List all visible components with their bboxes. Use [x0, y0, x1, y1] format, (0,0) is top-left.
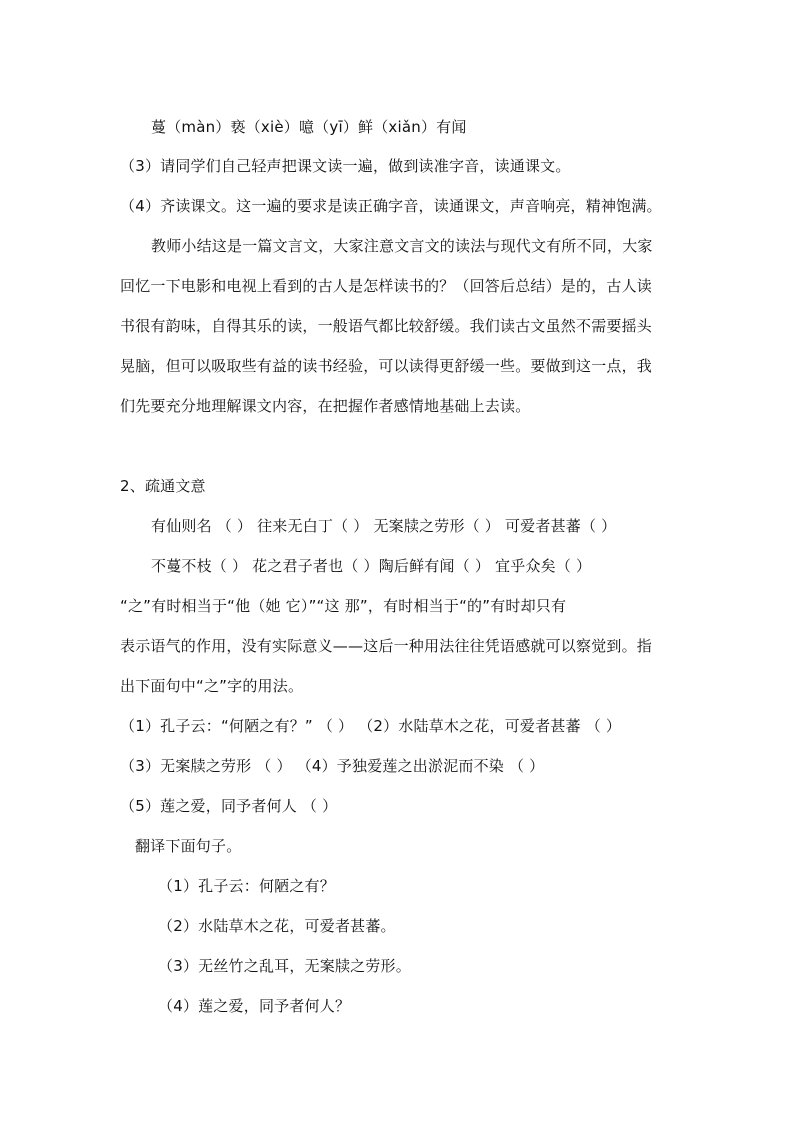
zhi-item-line-1: （1）孔子云：“何陋之有？” （ ） （2）水陆草木之花，可爱者甚蕃 （ ）	[120, 717, 622, 735]
translate-item-1: （1）孔子云：何陋之有？	[158, 877, 335, 895]
exercise-line-2: 不蔓不枝（ ） 花之君子者也（ ）陶后鲜有闻（ ） 宜乎众矣（ ）	[151, 557, 592, 575]
translate-item-4: （4）莲之爱，同予者何人？	[158, 997, 351, 1015]
teacher-summary-line-2: 回忆一下电影和电视上看到的古人是怎样读书的？（回答后总结）是的，古人读	[120, 277, 653, 295]
exercise-line-1: 有仙则名 （ ） 往来无白丁（ ） 无案牍之劳形（ ） 可爱者甚蕃（ ）	[151, 517, 617, 535]
zhi-item-line-2: （3）无案牍之劳形 （ ） （4）予独爱莲之出淤泥而不染 （ ）	[120, 757, 545, 775]
teacher-summary-line-1: 教师小结这是一篇文言文，大家注意文言文的读法与现代文有所不同，大家	[151, 237, 653, 255]
zhi-explanation-line-2: 表示语气的作用，没有实际意义——这后一种用法往往凭语感就可以察觉到。指	[120, 637, 653, 655]
teacher-summary-line-5: 们先要充分地理解课文内容，在把握作者感情地基础上去读。	[120, 397, 531, 415]
translate-item-2: （2）水陆草木之花，可爱者甚蕃。	[158, 917, 396, 935]
section-heading: 2、疏通文意	[120, 477, 206, 495]
zhi-explanation-line-3: 出下面句中“之”字的用法。	[120, 677, 304, 695]
reading-step-3: （3）请同学们自己轻声把课文读一遍，做到读准字音，读通课文。	[120, 157, 571, 175]
translate-item-3: （3）无丝竹之乱耳，无案牍之劳形。	[158, 957, 411, 975]
reading-step-4: （4）齐读课文。这一遍的要求是读正确字音，读通课文，声音响亮，精神饱满。	[120, 197, 662, 215]
translate-heading: 翻译下面句子。	[135, 837, 242, 855]
teacher-summary-line-3: 书很有韵味，自得其乐的读，一般语气都比较舒缓。我们读古文虽然不需要摇头	[120, 317, 653, 335]
teacher-summary-line-4: 晃脑，但可以吸取些有益的读书经验，可以读得更舒缓一些。要做到这一点，我	[120, 357, 653, 375]
pronunciation-line: 蔓（màn）亵（xiè）噫（yī）鲜（xiǎn）有闻	[151, 118, 467, 136]
zhi-item-line-3: （5）莲之爱，同予者何人 （ ）	[120, 797, 338, 815]
zhi-explanation-line-1: “之”有时相当于“他（她 它）”“这 那”，有时相当于“的”有时却只有	[120, 597, 567, 615]
